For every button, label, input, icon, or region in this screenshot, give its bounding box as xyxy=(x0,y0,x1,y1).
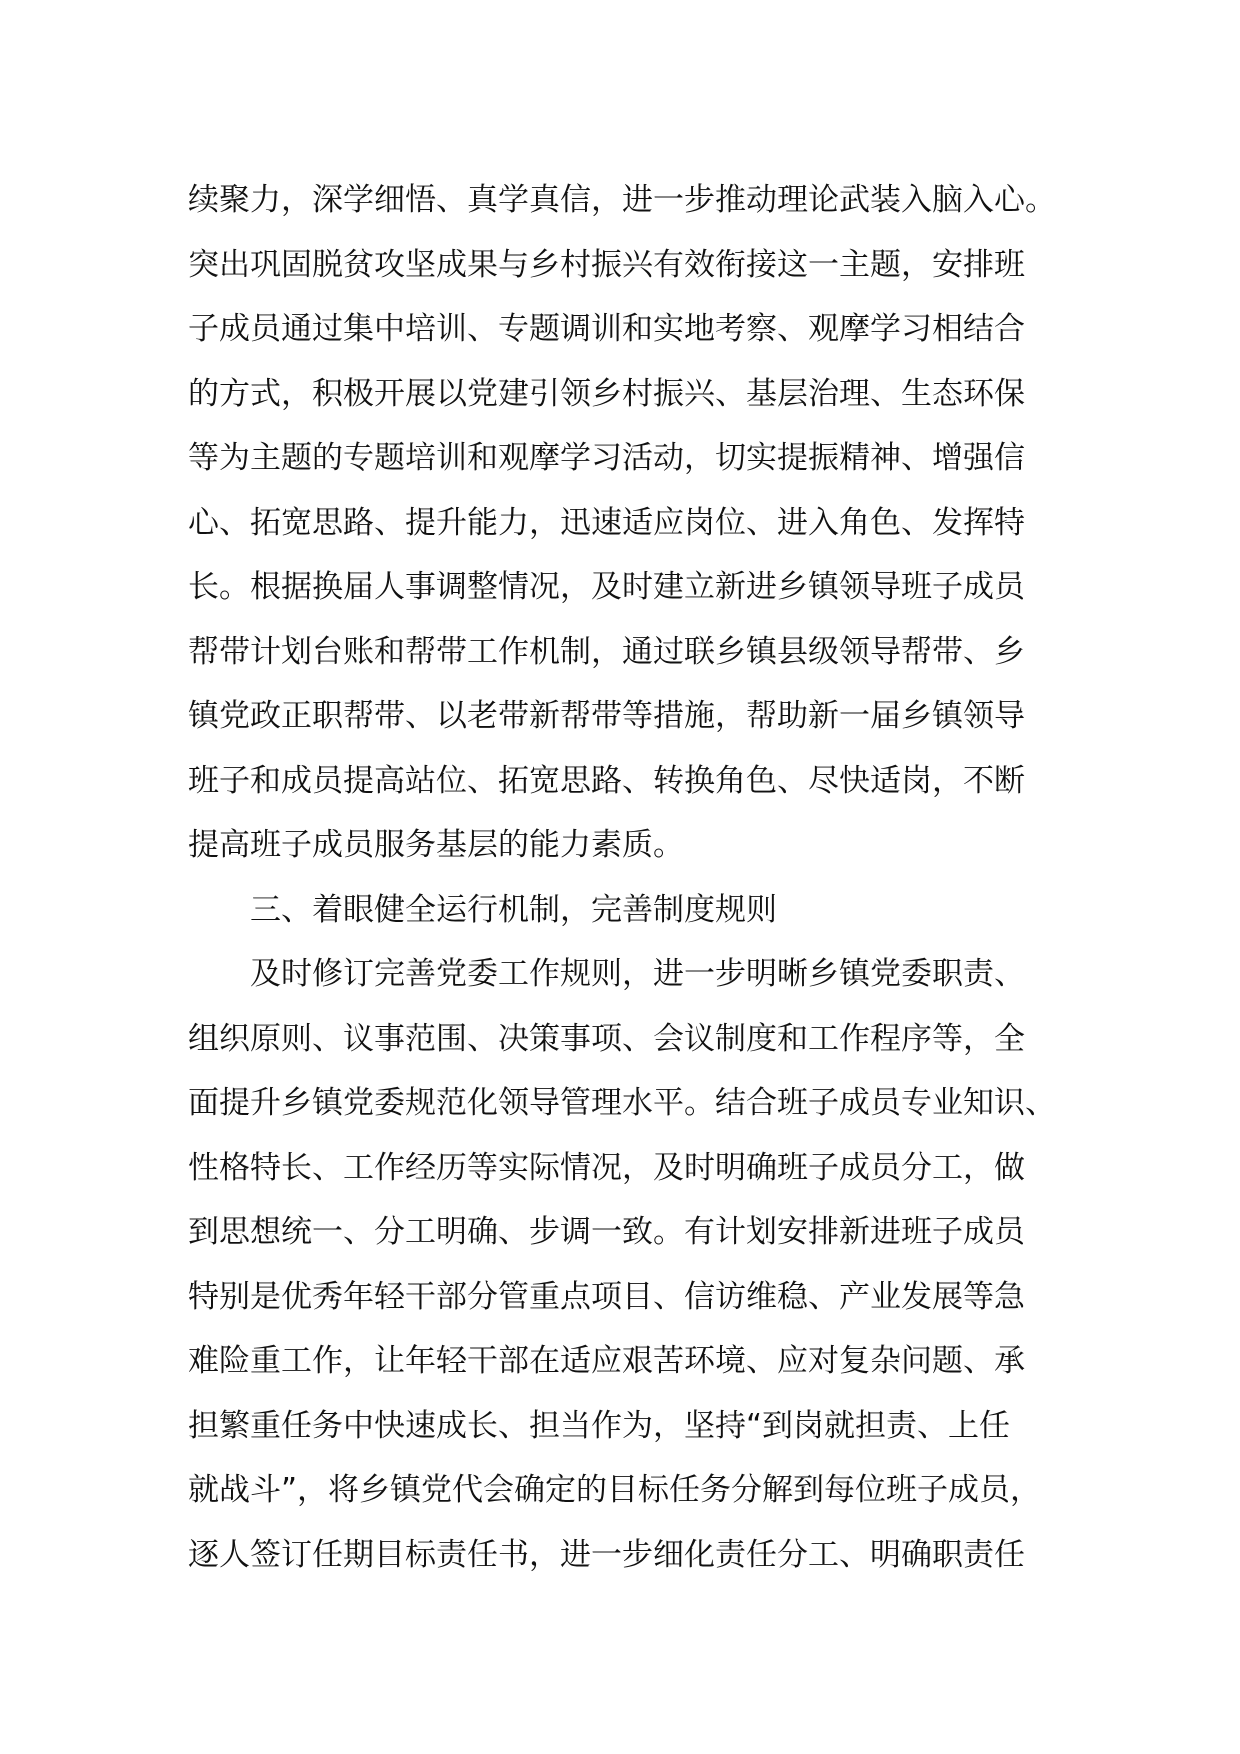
text-line: 面提升乡镇党委规范化领导管理水平。结合班子成员专业知识、 xyxy=(188,1085,1056,1121)
text-line: 难险重工作，让年轻干部在适应艰苦环境、应对复杂问题、承 xyxy=(188,1343,1025,1379)
text-line: 的方式，积极开展以党建引领乡村振兴、基层治理、生态环保 xyxy=(188,375,1025,412)
text-line: 组织原则、议事范围、决策事项、会议制度和工作程序等，全 xyxy=(188,1020,1025,1057)
text-line: 长。根据换届人事调整情况，及时建立新进乡镇领导班子成员 xyxy=(188,569,1025,605)
paragraph-first-line: 及时修订完善党委工作规则，进一步明晰乡镇党委职责、 xyxy=(250,956,1025,992)
text-line: 续聚力，深学细悟、真学真信，进一步推动理论武装入脑入心。 xyxy=(188,182,1056,218)
text-line: 突出巩固脱贫攻坚成果与乡村振兴有效衔接这一主题，安排班 xyxy=(188,246,1025,283)
text-line: 性格特长、工作经历等实际情况，及时明确班子成员分工，做 xyxy=(188,1149,1025,1186)
text-line: 担繁重任务中快速成长、担当作为，坚持“到岗就担责、上任 xyxy=(188,1407,1011,1444)
text-line: 子成员通过集中培训、专题调训和实地考察、观摩学习相结合 xyxy=(188,311,1025,347)
text-line: 帮带计划台账和帮带工作机制，通过联乡镇县级领导帮带、乡 xyxy=(188,633,1025,670)
text-line: 特别是优秀年轻干部分管重点项目、信访维稳、产业发展等急 xyxy=(188,1278,1025,1315)
body-text xyxy=(188,168,1068,1587)
text-line: 等为主题的专题培训和观摩学习活动，切实提振精神、增强信 xyxy=(188,440,1025,476)
text-line: 心、拓宽思路、提升能力，迅速适应岗位、进入角色、发挥特 xyxy=(188,504,1025,541)
text-line: 就战斗”，将乡镇党代会确定的目标任务分解到每位班子成员， xyxy=(188,1472,1042,1508)
text-line: 班子和成员提高站位、拓宽思路、转换角色、尽快适岗，不断 xyxy=(188,762,1025,799)
text-line: 提高班子成员服务基层的能力素质。 xyxy=(188,827,684,863)
text-line: 到思想统一、分工明确、步调一致。有计划安排新进班子成员 xyxy=(188,1214,1025,1250)
text-line: 镇党政正职帮带、以老带新帮带等措施，帮助新一届乡镇领导 xyxy=(188,698,1025,734)
text-line: 逐人签订任期目标责任书，进一步细化责任分工、明确职责任 xyxy=(188,1536,1025,1573)
section-heading: 三、着眼健全运行机制，完善制度规则 xyxy=(250,891,777,928)
